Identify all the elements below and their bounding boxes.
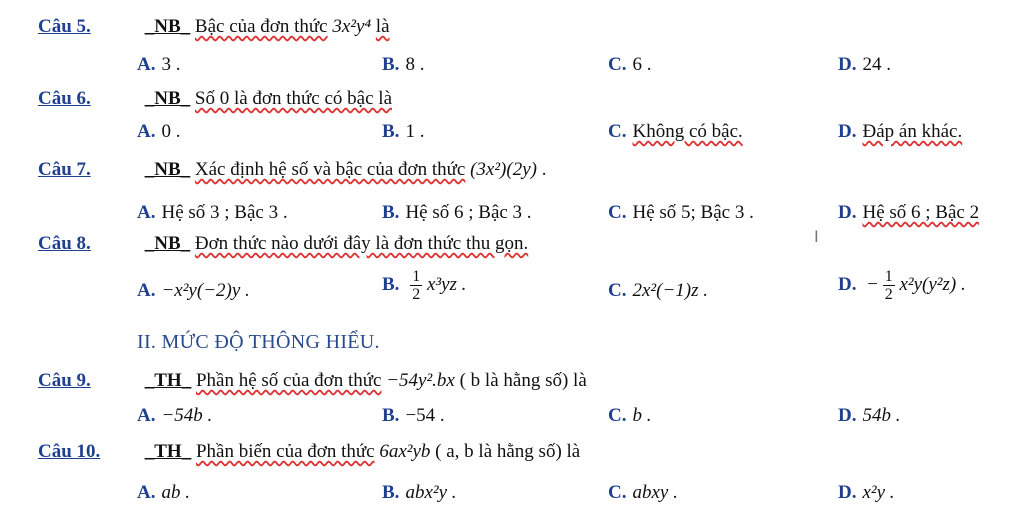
option-c: C. Hệ số 5; Bậc 3 . [608,202,754,223]
question-stem: Phần biến của đơn thức [195,441,375,462]
option-d: D. 24 . [838,54,891,75]
question-number: Câu 10. [38,441,101,462]
option-b: B. $\frac{1}{2}$ x³yz . [382,268,467,303]
question-math: 6ax²yb [379,441,431,462]
question-math: (3x²)(2y) [470,159,537,180]
question-9 [38,370,587,392]
option-a: A. −x²y(−2)y . [137,280,250,301]
question-8 [38,233,528,255]
question-number: Câu 6. [38,88,91,109]
option-b: B. 1 . [382,121,425,142]
text-cursor-icon: I [814,227,819,246]
option-d: D. x²y . [838,482,895,503]
question-math: −54y².bx [386,370,455,391]
question-stem: Xác định hệ số và bậc của đơn thức [194,159,466,180]
fraction: $\frac{1}{2}$ [884,268,893,303]
question-stem: Đơn thức nào dưới đây là đơn thức thu gọn. [194,233,529,254]
question-number: Câu 7. [38,159,91,180]
option-d: D. Đáp án khác. [838,121,963,142]
question-stem: Bậc của đơn thức [194,16,328,37]
option-b: B. abx²y . [382,482,457,503]
question-stem: Số 0 là đơn thức có bậc là [194,88,393,109]
level-tag: _NB_ [144,88,191,109]
fraction: $\frac{1}{2}$ [412,268,421,303]
option-b: B. 8 . [382,54,425,75]
level-tag: _NB_ [144,233,191,254]
level-tag: _TH_ [144,370,192,391]
option-c: C. Không có bậc. [608,121,743,142]
option-d: D. − $\frac{1}{2}$ x²y(y²z) . [838,268,966,303]
option-a: A. −54b . [137,405,213,426]
option-c: C. b . [608,405,652,426]
level-tag: _TH_ [144,441,192,462]
option-c: C. abxy . [608,482,678,503]
question-number: Câu 8. [38,233,91,254]
option-d: D. 54b . [838,405,901,426]
question-7 [38,159,546,181]
option-a: A. 0 . [137,121,181,142]
question-stem: Phần hệ số của đơn thức [195,370,382,391]
option-a: A. ab . [137,482,190,503]
question-tail: . [541,159,547,180]
section-heading: II. MỨC ĐỘ THÔNG HIỂU. [137,331,380,353]
option-c: C. 6 . [608,54,652,75]
option-a: A. Hệ số 3 ; Bậc 3 . [137,202,288,223]
question-number: Câu 5. [38,16,91,37]
level-tag: _NB_ [144,159,191,180]
option-d: D. Hệ số 6 ; Bậc 2 [838,202,980,223]
option-a: A. 3 . [137,54,181,75]
question-tail: ( a, b là hằng số) là [435,441,581,462]
option-b: B. Hệ số 6 ; Bậc 3 . [382,202,532,223]
question-tail: là [375,16,390,37]
question-5 [38,16,390,38]
option-b: B. −54 . [382,405,445,426]
question-number: Câu 9. [38,370,91,391]
level-tag: _NB_ [144,16,191,37]
option-c: C. 2x²(−1)z . [608,280,708,301]
question-math: 3x²y⁴ [332,16,372,37]
question-10 [38,441,580,463]
question-6 [38,88,392,110]
question-tail: ( b là hằng số) là [459,370,587,391]
